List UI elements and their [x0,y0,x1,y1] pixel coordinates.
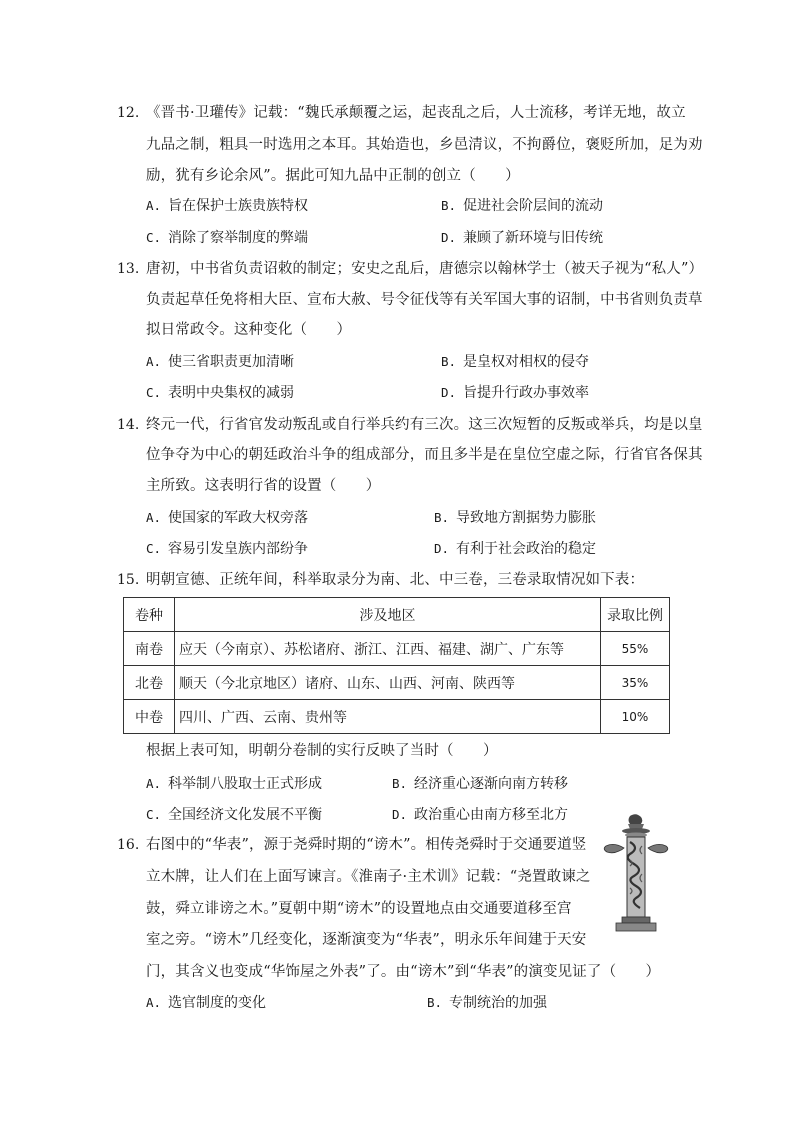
table-header-cell: 卷种 [124,598,175,632]
table-header-cell: 录取比例 [601,598,670,632]
question-text-line: 室之旁。“谤木”几经变化，逐渐演变为“华表”，明永乐年间建于天安 [146,932,587,948]
question-text-line: 位争夺为中心的朝廷政治斗争的组成部分，而且多半是在皇位空虚之际，行省官各保其 [146,447,703,463]
question-text-line: 负责起草任免将相大臣、宣布大赦、号令征伐等有关军国大事的诏制，中书省则负责草 [146,292,703,308]
question-text-line: 明朝宣德、正统年间，科举取录分为南、北、中三卷，三卷录取情况如下表： [146,572,645,588]
table-cell: 四川、广西、云南、贵州等 [175,700,601,734]
option-b[interactable] [434,508,596,528]
option-text: 是皇权对相权的侵夺 [463,354,589,370]
table-cell: 55% [601,632,670,666]
option-a[interactable] [146,196,308,216]
table-cell: 10% [601,700,670,734]
option-d[interactable] [441,228,603,248]
question-number: 12. [117,105,140,121]
question-number: 15. [117,572,140,588]
option-label: C. [146,541,162,556]
option-b[interactable] [427,993,547,1013]
option-text: 经济重心逐渐向南方转移 [414,776,568,792]
table-header-row [124,598,670,632]
option-b[interactable] [441,352,589,372]
option-text: 容易引发皇族内部纷争 [168,541,308,557]
option-label: A. [146,198,162,213]
option-label: B. [434,510,450,525]
option-label: B. [427,995,443,1010]
option-label: D. [441,385,457,400]
question-text-line: 根据上表可知，明朝分卷制的实行反映了当时（ ） [146,743,498,759]
question-number: 13. [117,261,140,277]
table-cell: 35% [601,666,670,700]
option-d[interactable] [441,383,589,403]
table-row [124,632,670,666]
table-cell: 应天（今南京）、苏松诸府、浙江、江西、福建、湖广、广东等 [175,632,601,666]
option-text: 有利于社会政治的稳定 [456,541,596,557]
option-text: 旨提升行政办事效率 [463,385,589,401]
option-text: 选官制度的变化 [168,995,266,1011]
question-text-line: 《晋书·卫瓘传》记载：“魏氏承颠覆之运，起丧乱之后，人士流移，考详无地，故立 [146,105,686,121]
option-text: 专制统治的加强 [449,995,547,1011]
option-label: D. [441,230,457,245]
table-row [124,666,670,700]
option-label: D. [434,541,450,556]
option-label: C. [146,807,162,822]
option-label: C. [146,230,162,245]
option-text: 科举制八股取士正式形成 [168,776,322,792]
table-cell: 南卷 [124,632,175,666]
question-text-line: 终元一代，行省官发动叛乱或自行举兵约有三次。这三次短暂的反叛或举兵，均是以皇 [146,417,703,433]
table-cell: 北卷 [124,666,175,700]
question-text-line: 唐初，中书省负责诏敕的制定；安史之乱后，唐德宗以翰林学士（被天子视为“私人”） [146,261,704,277]
question-text-line: 励，犹有乡论余风”。据此可知九品中正制的创立（ ） [146,168,520,184]
option-text: 表明中央集权的减弱 [168,385,294,401]
table-row [124,700,670,734]
option-text: 全国经济文化发展不平衡 [168,807,322,823]
table-cell: 中卷 [124,700,175,734]
option-label: B. [392,776,408,791]
question-text-line: 拟日常政令。这种变化（ ） [146,322,352,338]
question-text-line: 鼓，舜立诽谤之木。”夏朝中期“谤木”的设置地点由交通要道移至宫 [146,901,572,917]
option-a[interactable] [146,352,294,372]
option-b[interactable] [441,196,603,216]
option-label: A. [146,776,162,791]
table-header-cell: 涉及地区 [175,598,601,632]
option-text: 使国家的军政大权旁落 [168,510,308,526]
option-label: C. [146,385,162,400]
question-text-line: 主所致。这表明行省的设置（ ） [146,478,381,494]
huabiao-illustration [600,812,672,934]
question-number: 16. [117,837,140,853]
option-label: A. [146,995,162,1010]
option-label: B. [441,354,457,369]
option-c[interactable] [146,805,322,825]
option-a[interactable] [146,508,308,528]
option-text: 兼顾了新环境与旧传统 [463,230,603,246]
option-c[interactable] [146,539,308,559]
option-text: 政治重心由南方移至北方 [414,807,568,823]
question-text-line: 立木牌，让人们在上面写谏言。《淮南子·主术训》记载：“尧置敢谏之 [146,869,591,885]
option-d[interactable] [434,539,596,559]
table-cell: 顺天（今北京地区）诸府、山东、山西、河南、陕西等 [175,666,601,700]
option-label: B. [441,198,457,213]
option-label: A. [146,354,162,369]
option-label: D. [392,807,408,822]
option-c[interactable] [146,383,294,403]
option-b[interactable] [392,774,568,794]
option-label: A. [146,510,162,525]
question-number: 14. [117,417,140,433]
question-text-line: 门，其含义也变成“华饰屋之外表”了。由“谤木”到“华表”的演变见证了（ ） [146,964,661,980]
option-d[interactable] [392,805,568,825]
option-text: 旨在保护士族贵族特权 [168,198,308,214]
option-a[interactable] [146,774,322,794]
question-text-line: 九品之制，粗具一时选用之本耳。其始造也，乡邑清议，不拘爵位，褒贬所加，足为劝 [146,137,703,153]
admission-table [123,597,670,734]
option-text: 促进社会阶层间的流动 [463,198,603,214]
option-c[interactable] [146,228,308,248]
option-text: 使三省职责更加清晰 [168,354,294,370]
question-text-line: 右图中的“华表”，源于尧舜时期的“谤木”。相传尧舜时于交通要道竖 [146,837,587,853]
option-a[interactable] [146,993,266,1013]
option-text: 导致地方割据势力膨胀 [456,510,596,526]
option-text: 消除了察举制度的弊端 [168,230,308,246]
